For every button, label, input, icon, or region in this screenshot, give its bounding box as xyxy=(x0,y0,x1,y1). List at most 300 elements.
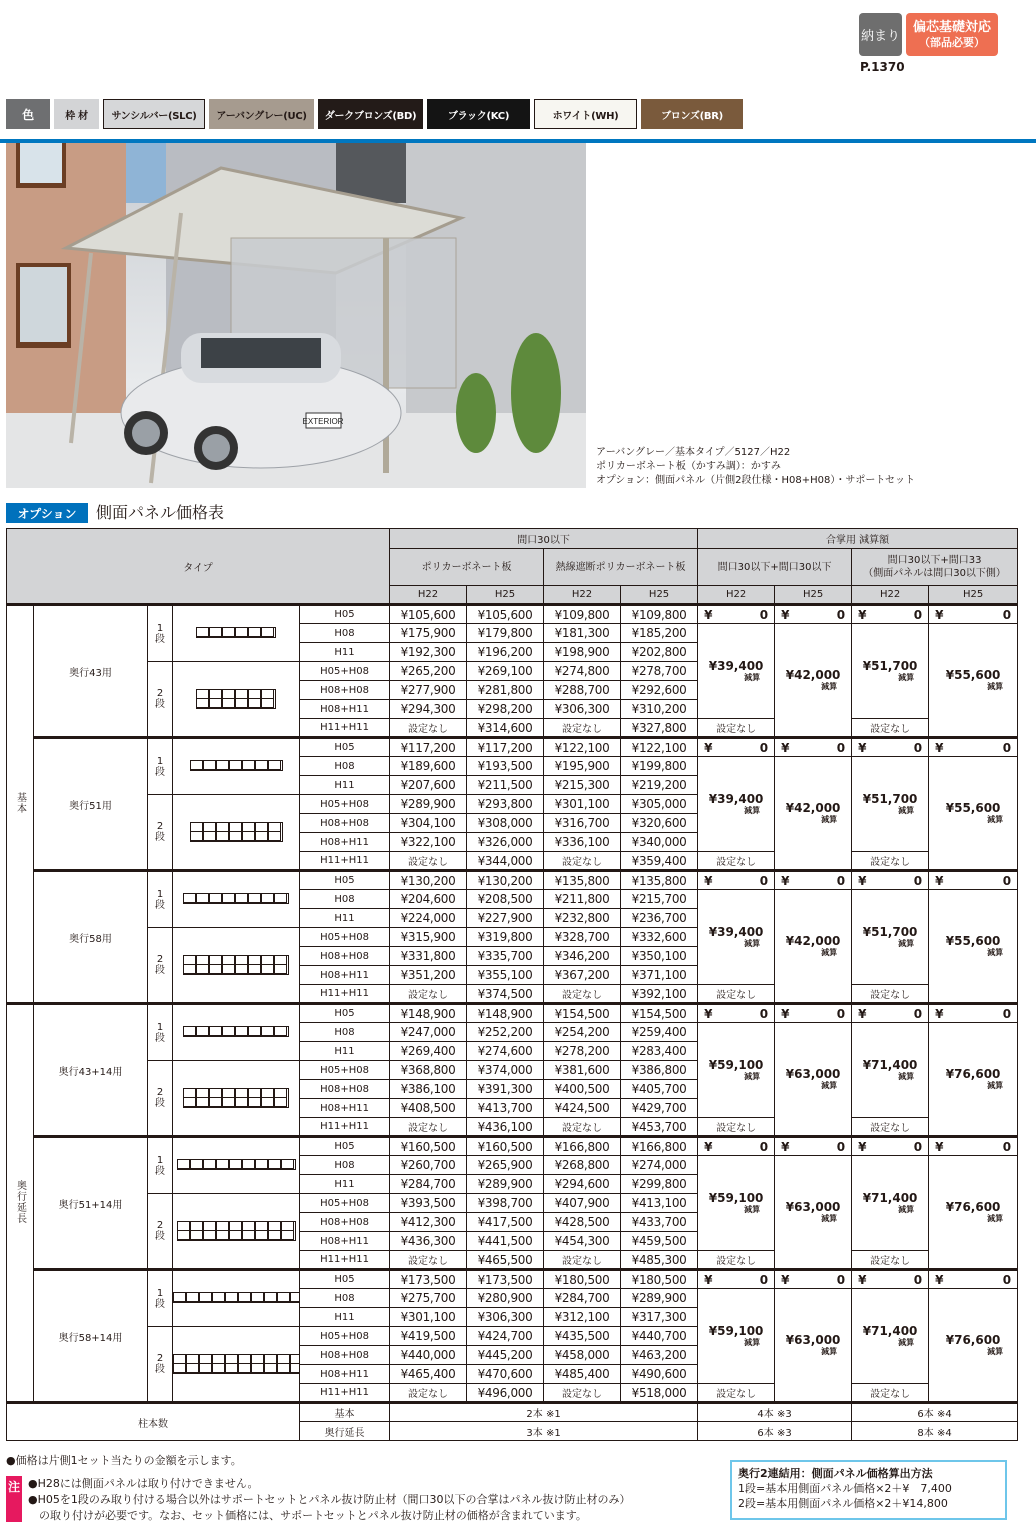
category-label: 奥行延長 xyxy=(14,1179,26,1224)
price-cell: ¥268,800 xyxy=(544,1156,621,1175)
discount-zero xyxy=(775,1137,852,1156)
discount-zero xyxy=(929,1004,1018,1023)
discount-label: 減算 xyxy=(898,673,915,682)
discount-zero xyxy=(852,738,929,757)
price-cell: ¥232,800 xyxy=(544,909,621,928)
discount-price: ¥63,000 xyxy=(785,1200,841,1214)
discount-zero xyxy=(698,738,775,757)
discount-amount xyxy=(775,1023,852,1137)
discount-value xyxy=(852,926,928,948)
price-cell: ¥301,100 xyxy=(544,795,621,814)
discount-zero xyxy=(698,1270,775,1289)
height-spec: H11+H11 xyxy=(300,1118,390,1137)
price-cell: ¥109,800 xyxy=(621,605,698,624)
price-cell: ¥454,300 xyxy=(544,1232,621,1251)
header-h25: H25 xyxy=(621,586,698,605)
height-spec: H08 xyxy=(300,1023,390,1042)
fit-badge: 納まり xyxy=(859,13,902,56)
discount-value xyxy=(929,935,1017,957)
carport-illustration xyxy=(6,143,586,488)
price-cell: ¥429,700 xyxy=(621,1099,698,1118)
discount-amount xyxy=(775,1289,852,1403)
zero-value xyxy=(852,741,928,755)
price-cell: ¥355,100 xyxy=(467,966,544,985)
tier-label xyxy=(148,738,173,795)
price-cell: 設定なし xyxy=(390,1118,467,1137)
discount-value xyxy=(775,1201,851,1223)
height-spec: H05+H08 xyxy=(300,1194,390,1213)
price-cell: ¥122,100 xyxy=(621,738,698,757)
discount-price: ¥51,700 xyxy=(862,925,918,939)
price-cell: ¥463,200 xyxy=(621,1346,698,1365)
price-cell: ¥428,500 xyxy=(544,1213,621,1232)
price-cell: ¥331,800 xyxy=(390,947,467,966)
discount-value xyxy=(698,660,774,682)
zero-value xyxy=(852,1273,928,1287)
tier-text: 1 段 xyxy=(155,888,165,911)
post-type: 奥行延長 xyxy=(300,1422,390,1441)
post-count-row xyxy=(7,1403,1018,1422)
svg-text:EXTERIOR: EXTERIOR xyxy=(302,417,344,426)
discount-amount xyxy=(929,624,1018,738)
discount-amount xyxy=(852,1289,929,1384)
caution-notes xyxy=(28,1476,631,1524)
zero: 0 xyxy=(1002,1006,1012,1021)
price-cell: ¥277,900 xyxy=(390,681,467,700)
price-cell: ¥301,100 xyxy=(390,1308,467,1327)
price-cell: ¥518,000 xyxy=(621,1384,698,1403)
price-cell: ¥459,500 xyxy=(621,1232,698,1251)
discount-zero xyxy=(929,605,1018,624)
price-cell: ¥470,600 xyxy=(467,1365,544,1384)
color-swatch: アーバングレー(UC) xyxy=(209,99,314,129)
price-cell: ¥445,200 xyxy=(467,1346,544,1365)
yen-sign: ¥ xyxy=(704,607,713,622)
panel-layout-diagram xyxy=(190,822,283,842)
price-cell: ¥289,900 xyxy=(621,1289,698,1308)
price-cell: ¥327,800 xyxy=(621,719,698,738)
yen-sign: ¥ xyxy=(781,607,790,622)
price-cell: ¥247,000 xyxy=(390,1023,467,1042)
zero: 0 xyxy=(836,1139,846,1154)
price-cell: ¥328,700 xyxy=(544,928,621,947)
price-cell: ¥306,300 xyxy=(544,700,621,719)
zero-value xyxy=(698,874,774,888)
price-cell: ¥292,600 xyxy=(621,681,698,700)
price-cell: ¥135,800 xyxy=(621,871,698,890)
discount-label: 減算 xyxy=(744,673,761,682)
tier-label xyxy=(148,1137,173,1194)
panel-layout-diagram xyxy=(196,689,276,709)
height-spec: H08 xyxy=(300,890,390,909)
discount-value xyxy=(775,669,851,691)
header-combo-discount: 合掌用 減算額 xyxy=(698,529,1018,549)
price-cell: ¥368,800 xyxy=(390,1061,467,1080)
not-available: 設定なし xyxy=(698,852,775,871)
price-cell: ¥400,500 xyxy=(544,1080,621,1099)
table-row xyxy=(7,738,1018,757)
discount-zero xyxy=(775,1004,852,1023)
discount-value xyxy=(698,1059,774,1081)
price-cell: ¥407,900 xyxy=(544,1194,621,1213)
discount-value xyxy=(929,1068,1017,1090)
price-cell: ¥359,400 xyxy=(621,852,698,871)
height-spec: H11 xyxy=(300,1042,390,1061)
zero: 0 xyxy=(836,1272,846,1287)
yen-sign: ¥ xyxy=(781,873,790,888)
price-cell: ¥196,200 xyxy=(467,643,544,662)
price-cell: ¥195,900 xyxy=(544,757,621,776)
group-name: 奥行43用 xyxy=(34,605,148,738)
discount-label: 減算 xyxy=(821,682,838,691)
yen-sign: ¥ xyxy=(704,1139,713,1154)
offset-foundation-badge xyxy=(906,13,998,56)
discount-price: ¥63,000 xyxy=(785,1333,841,1347)
height-spec: H08+H08 xyxy=(300,1346,390,1365)
price-cell: ¥280,900 xyxy=(467,1289,544,1308)
height-spec: H05+H08 xyxy=(300,1061,390,1080)
price-cell: ¥283,400 xyxy=(621,1042,698,1061)
offset-badge-line1: 偏芯基礎対応 xyxy=(912,19,991,35)
header-h25: H25 xyxy=(775,586,852,605)
price-cell: ¥436,300 xyxy=(390,1232,467,1251)
discount-price: ¥51,700 xyxy=(862,659,918,673)
yen-sign: ¥ xyxy=(935,873,944,888)
zero-value xyxy=(698,1140,774,1154)
panel-diagram-cell xyxy=(173,605,300,662)
zero-value xyxy=(852,608,928,622)
zero: 0 xyxy=(836,1006,846,1021)
price-cell: ¥265,900 xyxy=(467,1156,544,1175)
zero-value xyxy=(698,608,774,622)
price-cell: ¥289,900 xyxy=(467,1175,544,1194)
discount-label: 減算 xyxy=(987,1347,1004,1356)
caption-line-1: アーバングレー／基本タイプ／5127／H22 xyxy=(596,447,791,458)
note-item: の取り付けが必要です。なお、セット価格には、サポートセットとパネル抜け防止材の価格が含まれています。 xyxy=(28,1509,587,1522)
price-cell: ¥130,200 xyxy=(390,871,467,890)
price-cell: ¥350,100 xyxy=(621,947,698,966)
price-cell: ¥148,900 xyxy=(390,1004,467,1023)
panel-diagram-cell xyxy=(173,1327,300,1403)
header-h22: H22 xyxy=(544,586,621,605)
price-cell: ¥117,200 xyxy=(390,738,467,757)
page-reference: P.1370 xyxy=(860,60,905,74)
discount-label: 減算 xyxy=(898,1205,915,1214)
zero: 0 xyxy=(759,607,769,622)
post-count-combo2: 8本 ※4 xyxy=(852,1422,1018,1441)
discount-label: 減算 xyxy=(744,1072,761,1081)
yen-sign: ¥ xyxy=(781,1272,790,1287)
zero-value xyxy=(929,1273,1017,1287)
not-available: 設定なし xyxy=(852,719,929,738)
price-cell: ¥412,300 xyxy=(390,1213,467,1232)
discount-label: 減算 xyxy=(744,1338,761,1347)
discount-label: 減算 xyxy=(987,948,1004,957)
price-cell: 設定なし xyxy=(544,1384,621,1403)
post-count-label: 柱本数 xyxy=(7,1403,300,1441)
panel-diagram-cell xyxy=(173,1270,300,1327)
price-cell: ¥320,600 xyxy=(621,814,698,833)
discount-label: 減算 xyxy=(744,1205,761,1214)
zero: 0 xyxy=(836,607,846,622)
panel-diagram-cell xyxy=(173,738,300,795)
not-available: 設定なし xyxy=(698,1251,775,1270)
zero: 0 xyxy=(759,873,769,888)
discount-value xyxy=(698,1192,774,1214)
height-spec: H05+H08 xyxy=(300,1327,390,1346)
price-cell: ¥211,500 xyxy=(467,776,544,795)
panel-diagram-cell xyxy=(173,871,300,928)
tier-text: 1 段 xyxy=(155,1154,165,1177)
price-cell: ¥284,700 xyxy=(390,1175,467,1194)
price-cell: ¥308,000 xyxy=(467,814,544,833)
tier-label xyxy=(148,1270,173,1327)
tier-label xyxy=(148,662,173,738)
header-type: タイプ xyxy=(7,529,390,605)
price-cell: ¥109,800 xyxy=(544,605,621,624)
price-cell: ¥436,100 xyxy=(467,1118,544,1137)
yen-sign: ¥ xyxy=(781,1006,790,1021)
panel-diagram-cell xyxy=(173,928,300,1004)
tier-label xyxy=(148,1004,173,1061)
price-table-body xyxy=(7,605,1018,1403)
discount-amount xyxy=(852,757,929,852)
zero: 0 xyxy=(1002,1272,1012,1287)
tier-text: 1 段 xyxy=(155,1287,165,1310)
height-spec: H11+H11 xyxy=(300,852,390,871)
panel-layout-diagram xyxy=(173,1354,300,1374)
height-spec: H08+H11 xyxy=(300,1099,390,1118)
price-cell: ¥294,600 xyxy=(544,1175,621,1194)
post-count-width30: 2本 ※1 xyxy=(390,1403,698,1422)
header-polycarbonate: ポリカーボネート板 xyxy=(390,549,544,586)
discount-amount xyxy=(852,1023,929,1118)
discount-zero xyxy=(852,1270,929,1289)
price-cell: 設定なし xyxy=(390,985,467,1004)
yen-sign: ¥ xyxy=(935,1006,944,1021)
post-count-width30: 3本 ※1 xyxy=(390,1422,698,1441)
tier-label xyxy=(148,605,173,662)
price-cell: ¥371,100 xyxy=(621,966,698,985)
zero-value xyxy=(929,741,1017,755)
height-spec: H05+H08 xyxy=(300,795,390,814)
price-cell: ¥374,500 xyxy=(467,985,544,1004)
not-available: 設定なし xyxy=(852,1384,929,1403)
group-name: 奥行43+14用 xyxy=(34,1004,148,1137)
price-cell: ¥204,600 xyxy=(390,890,467,909)
price-cell: ¥424,700 xyxy=(467,1327,544,1346)
price-cell: ¥274,800 xyxy=(544,662,621,681)
price-cell: ¥215,700 xyxy=(621,890,698,909)
zero-value xyxy=(929,874,1017,888)
price-cell: ¥424,500 xyxy=(544,1099,621,1118)
price-cell: ¥391,300 xyxy=(467,1080,544,1099)
height-spec: H05+H08 xyxy=(300,662,390,681)
panel-layout-diagram xyxy=(177,1159,296,1170)
zero: 0 xyxy=(759,740,769,755)
discount-label: 減算 xyxy=(898,1338,915,1347)
discount-amount xyxy=(698,890,775,985)
not-available: 設定なし xyxy=(698,1384,775,1403)
discount-value xyxy=(852,1325,928,1347)
tier-text: 2 段 xyxy=(155,1087,165,1109)
not-available: 設定なし xyxy=(698,1118,775,1137)
panel-diagram-cell xyxy=(173,1137,300,1194)
height-spec: H08+H08 xyxy=(300,814,390,833)
discount-amount xyxy=(698,624,775,719)
panel-layout-diagram xyxy=(173,1292,300,1303)
color-swatch: ブラック(KC) xyxy=(427,99,530,129)
table-row xyxy=(7,1270,1018,1289)
group-name: 奥行51用 xyxy=(34,738,148,871)
discount-amount xyxy=(929,1156,1018,1270)
calc-line-1: 1段=基本用側面パネル価格×2＋¥ 7,400 xyxy=(738,1482,952,1495)
table-row xyxy=(7,1004,1018,1023)
price-cell: ¥278,200 xyxy=(544,1042,621,1061)
height-spec: H11+H11 xyxy=(300,719,390,738)
height-spec: H05+H08 xyxy=(300,928,390,947)
price-cell: ¥433,700 xyxy=(621,1213,698,1232)
price-cell: ¥465,400 xyxy=(390,1365,467,1384)
price-cell: ¥393,500 xyxy=(390,1194,467,1213)
discount-label: 減算 xyxy=(898,806,915,815)
discount-label: 減算 xyxy=(821,1347,838,1356)
price-cell: ¥306,300 xyxy=(467,1308,544,1327)
swatch-list xyxy=(103,99,743,129)
carport-photo xyxy=(6,143,586,488)
price-cell: ¥135,800 xyxy=(544,871,621,890)
discount-price: ¥71,400 xyxy=(862,1324,918,1338)
post-count-combo2: 6本 ※4 xyxy=(852,1403,1018,1422)
discount-zero xyxy=(852,605,929,624)
group-name: 奥行51+14用 xyxy=(34,1137,148,1270)
discount-value xyxy=(775,935,851,957)
yen-sign: ¥ xyxy=(704,1272,713,1287)
price-cell: ¥199,800 xyxy=(621,757,698,776)
price-cell: ¥179,800 xyxy=(467,624,544,643)
discount-amount xyxy=(775,890,852,1004)
discount-price: ¥42,000 xyxy=(785,668,841,682)
post-count-section xyxy=(7,1403,1018,1441)
zero: 0 xyxy=(913,1006,923,1021)
yen-sign: ¥ xyxy=(858,873,867,888)
price-cell: ¥346,200 xyxy=(544,947,621,966)
discount-price: ¥63,000 xyxy=(785,1067,841,1081)
discount-value xyxy=(852,660,928,682)
discount-price: ¥71,400 xyxy=(862,1058,918,1072)
panel-layout-diagram xyxy=(196,627,276,638)
discount-price: ¥55,600 xyxy=(945,801,1001,815)
discount-value xyxy=(929,669,1017,691)
price-cell: ¥335,700 xyxy=(467,947,544,966)
discount-label: 減算 xyxy=(821,948,838,957)
group-name: 奥行58用 xyxy=(34,871,148,1004)
color-swatch: ホワイト(WH) xyxy=(534,99,637,129)
price-cell: ¥180,500 xyxy=(621,1270,698,1289)
frame-label: 枠 材 xyxy=(54,99,99,129)
discount-label: 減算 xyxy=(821,1214,838,1223)
discount-amount xyxy=(698,757,775,852)
discount-zero xyxy=(775,738,852,757)
discount-amount xyxy=(775,624,852,738)
height-spec: H08+H08 xyxy=(300,681,390,700)
discount-price: ¥59,100 xyxy=(708,1191,764,1205)
price-cell: ¥173,500 xyxy=(467,1270,544,1289)
tier-label xyxy=(148,1194,173,1270)
post-count-combo1: 6本 ※3 xyxy=(698,1422,852,1441)
price-cell: ¥254,200 xyxy=(544,1023,621,1042)
tier-label xyxy=(148,928,173,1004)
height-spec: H08+H11 xyxy=(300,833,390,852)
discount-zero xyxy=(775,605,852,624)
tier-text: 1 段 xyxy=(155,1021,165,1044)
discount-price: ¥51,700 xyxy=(862,792,918,806)
caution-badge: 注 xyxy=(6,1476,22,1522)
discount-label: 減算 xyxy=(987,682,1004,691)
yen-sign: ¥ xyxy=(858,1139,867,1154)
height-spec: H08+H11 xyxy=(300,1365,390,1384)
zero: 0 xyxy=(913,740,923,755)
price-cell: ¥299,800 xyxy=(621,1175,698,1194)
not-available: 設定なし xyxy=(852,985,929,1004)
price-cell: ¥374,000 xyxy=(467,1061,544,1080)
discount-price: ¥76,600 xyxy=(945,1333,1001,1347)
price-note: ●価格は片側1セット当たりの金額を示します。 xyxy=(6,1454,242,1467)
price-cell: ¥381,600 xyxy=(544,1061,621,1080)
discount-zero xyxy=(698,871,775,890)
discount-price: ¥39,400 xyxy=(708,925,764,939)
height-spec: H05 xyxy=(300,871,390,890)
caption-line-3: オプション：側面パネル（片側2段仕様・H08+H08）・サポートセット xyxy=(596,475,916,486)
height-spec: H08 xyxy=(300,1289,390,1308)
header-h22: H22 xyxy=(852,586,929,605)
height-spec: H11 xyxy=(300,776,390,795)
price-cell: ¥284,700 xyxy=(544,1289,621,1308)
tier-label xyxy=(148,871,173,928)
price-cell: ¥485,400 xyxy=(544,1365,621,1384)
price-cell: ¥408,500 xyxy=(390,1099,467,1118)
zero-value xyxy=(852,1007,928,1021)
price-cell: ¥154,500 xyxy=(544,1004,621,1023)
height-spec: H05 xyxy=(300,1004,390,1023)
header-h22: H22 xyxy=(698,586,775,605)
discount-label: 減算 xyxy=(821,815,838,824)
zero-value xyxy=(775,608,851,622)
discount-price: ¥59,100 xyxy=(708,1058,764,1072)
price-cell: ¥386,100 xyxy=(390,1080,467,1099)
price-cell: 設定なし xyxy=(390,1251,467,1270)
price-cell: ¥181,300 xyxy=(544,624,621,643)
discount-price: ¥76,600 xyxy=(945,1067,1001,1081)
discount-amount xyxy=(698,1023,775,1118)
discount-zero xyxy=(852,1137,929,1156)
price-cell: ¥180,500 xyxy=(544,1270,621,1289)
price-cell: ¥211,800 xyxy=(544,890,621,909)
table-row xyxy=(7,605,1018,624)
price-cell: 設定なし xyxy=(544,1118,621,1137)
price-cell: ¥130,200 xyxy=(467,871,544,890)
price-cell: ¥202,800 xyxy=(621,643,698,662)
height-spec: H08 xyxy=(300,1156,390,1175)
zero: 0 xyxy=(913,873,923,888)
discount-label: 減算 xyxy=(898,1072,915,1081)
price-cell: 設定なし xyxy=(544,719,621,738)
price-cell: ¥166,800 xyxy=(544,1137,621,1156)
discount-zero xyxy=(852,871,929,890)
discount-value xyxy=(929,1334,1017,1356)
price-cell: ¥160,500 xyxy=(467,1137,544,1156)
discount-price: ¥39,400 xyxy=(708,659,764,673)
